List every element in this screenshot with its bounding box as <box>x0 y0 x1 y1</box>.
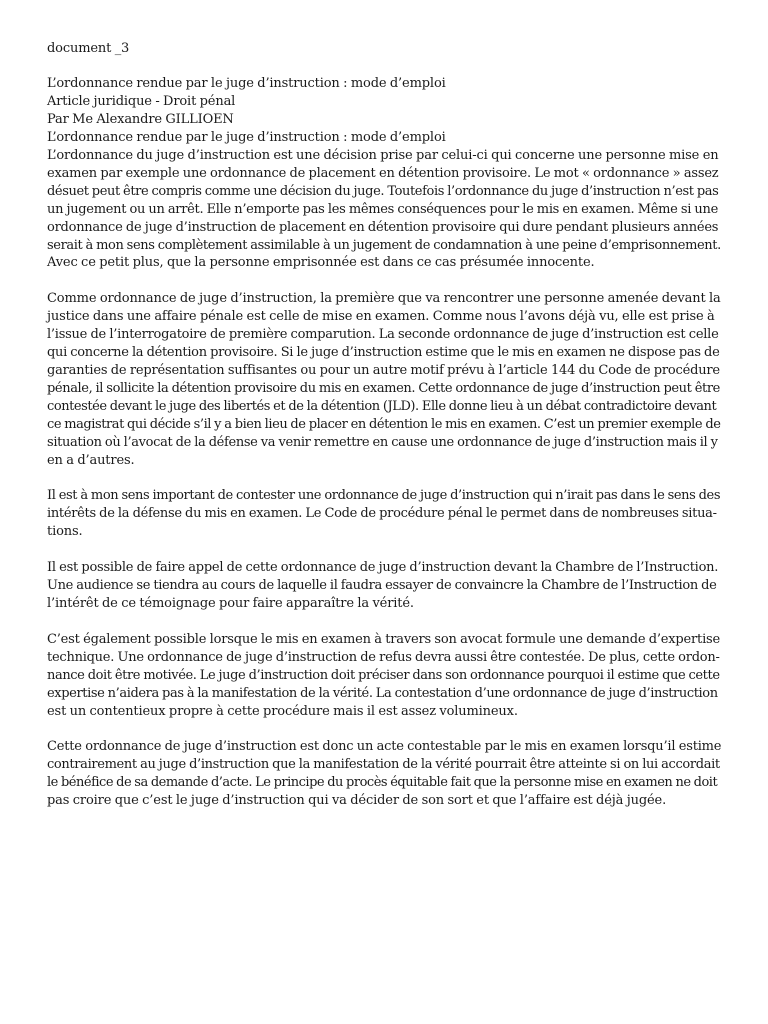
body-paragraph <box>47 147 721 272</box>
paragraph-line: l’issue de l’interrogatoire de première comparution. La seconde ordonnance de juge d’instruction est celle <box>47 327 719 343</box>
spacer <box>47 58 721 76</box>
article-header <box>47 75 721 147</box>
paragraph-line: est un contentieux propre à cette procédure mais il est assez volumineux. <box>47 703 518 719</box>
paragraph-line: serait à mon sens complètement assimilable à un jugement de condamnation à une peine d’emprisonnement. <box>47 237 721 253</box>
article-title: L’ordonnance rendue par le juge d’instruction : mode d’emploi <box>47 76 446 92</box>
article-author: Par Me Alexandre GILLIOEN <box>47 112 234 128</box>
paragraph-line: L’ordonnance du juge d’instruction est une décision prise par celui-ci qui concerne une personne mise en <box>47 148 719 164</box>
paragraph-line: garanties de représentation suffisantes ou pour un autre motif prévu à l’article 144 du Code de procédure <box>47 363 720 378</box>
paragraph-line: ordonnance de juge d’instruction de placement en détention provisoire qui dure pendant plusieurs années <box>47 219 719 235</box>
paragraph-line: Il est à mon sens important de contester une ordonnance de juge d’instruction qui n’irait pas dans le sens des <box>47 488 721 504</box>
paragraph-line: tions. <box>47 524 83 540</box>
paragraph-line: intérêts de la défense du mis en examen. Le Code de procédure pénal le permet dans de nombreuses situa- <box>47 506 717 522</box>
paragraph-line: examen par exemple une ordonnance de placement en détention provisoire. Le mot « ordonnance » assez <box>47 165 719 181</box>
paragraph-line: désuet peut être compris comme une décision du juge. Toutefois l’ordonnance du juge d’instruction n’est pas <box>47 183 719 199</box>
body-paragraph <box>47 631 721 721</box>
body-paragraph <box>47 290 721 469</box>
paragraph-line: Avec ce petit plus, que la personne emprisonnée est dans ce cas présumée innocente. <box>47 255 595 271</box>
paragraph-line: Une audience se tiendra au cours de laquelle il faudra essayer de convaincre la Chambre de l’Instruction de <box>47 578 717 594</box>
body-paragraph <box>47 487 721 541</box>
document-page <box>47 40 721 810</box>
paragraph-line: contestée devant le juge des libertés et de la détention (JLD). Elle donne lieu à un débat contradictoire devant <box>47 398 717 414</box>
paragraph-line: Il est possible de faire appel de cette ordonnance de juge d’instruction devant la Chambre de l’Instruction. <box>47 560 719 576</box>
paragraph-line: en a d’autres. <box>47 452 135 468</box>
paragraph-line: C’est également possible lorsque le mis en examen à travers son avocat formule une demande d’expertise <box>47 631 720 647</box>
paragraph-line: expertise n’aidera pas à la manifestation de la vérité. La contestation d’une ordonnance de juge d’instruction <box>47 685 718 701</box>
paragraph-line: pénale, il sollicite la détention provisoire du mis en examen. Cette ordonnance de juge d’instruction peut être <box>47 380 720 396</box>
article-category: Article juridique - Droit pénal <box>47 94 236 110</box>
paragraph-line: Comme ordonnance de juge d’instruction, la première que va rencontrer une personne amenée devant la <box>47 291 721 307</box>
article-title-repeat: L’ordonnance rendue par le juge d’instruction : mode d’emploi <box>47 130 446 146</box>
paragraph-line: le bénéfice de sa demande d’acte. Le principe du procès équitable fait que la personne mise en examen ne doit <box>47 775 718 791</box>
paragraph-line: un jugement ou un arrêt. Elle n’emporte pas les mêmes conséquences pour le mis en examen. Même si une <box>47 201 718 217</box>
article-body <box>47 147 721 810</box>
paragraph-line: justice dans une affaire pénale est celle de mise en examen. Comme nous l’avons déjà vu, elle est prise à <box>47 309 715 325</box>
paragraph-line: pas croire que c’est le juge d’instruction qui va décider de son sort et que l’affaire est déjà jugée. <box>47 793 667 809</box>
paragraph-line: ce magistrat qui décide s’il y a bien lieu de placer en détention le mis en examen. C’est un premier exemple de <box>47 416 721 432</box>
paragraph-line: situation où l’avocat de la défense va venir remettre en cause une ordonnance de juge d’instruction mais il y <box>47 434 718 450</box>
paragraph-line: Cette ordonnance de juge d’instruction est donc un acte contestable par le mis en examen lorsqu’il estime <box>47 739 722 755</box>
body-paragraph <box>47 559 721 613</box>
paragraph-line: l’intérêt de ce témoignage pour faire apparaître la vérité. <box>47 595 414 611</box>
document-label: document _3 <box>47 41 130 56</box>
paragraph-line: technique. Une ordonnance de juge d’instruction de refus devra aussi être contestée. De plus, cette ordon- <box>47 649 720 665</box>
paragraph-line: qui concerne la détention provisoire. Si le juge d’instruction estime que le mis en examen ne dispose pas de <box>47 345 720 361</box>
paragraph-line: nance doit être motivée. Le juge d’instruction doit préciser dans son ordonnance pourquoi il estime que cette <box>47 667 720 683</box>
paragraph-line: contrairement au juge d’instruction que la manifestation de la vérité pourrait être atteinte si on lui accordait <box>47 757 720 773</box>
body-paragraph <box>47 738 721 810</box>
